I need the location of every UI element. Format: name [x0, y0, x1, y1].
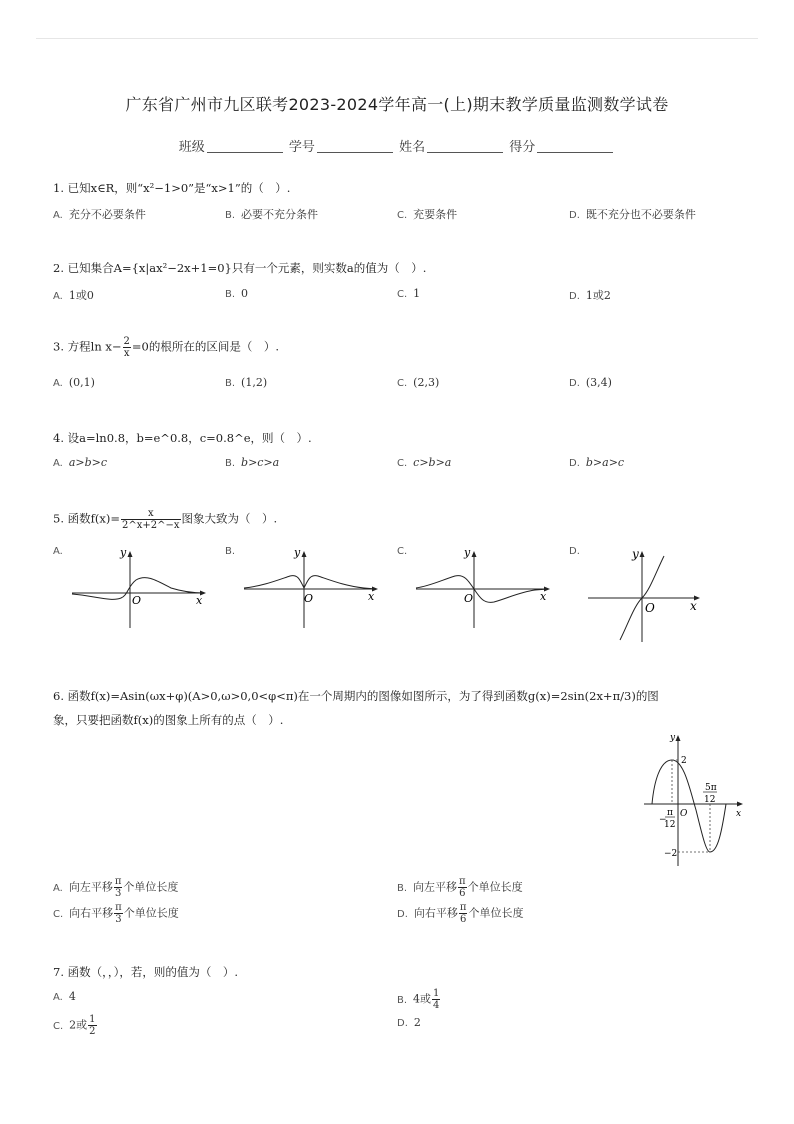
sine-curve [652, 760, 726, 852]
q4-option-b[interactable]: B. b>c>a [225, 456, 280, 469]
y-label: y [294, 546, 301, 559]
q1-option-c[interactable]: C. 充要条件 [397, 208, 458, 221]
question-6-stem-line1: 6. 函数f(x)=Asin(ωx+φ)(A>0,ω>0,0<φ<π)在一个周期内的图像如图所示，为了得到函数g(x)=2sin(2x+π/3)的图 [53, 689, 659, 703]
q5-graph-b[interactable] [238, 544, 383, 634]
q6-option-a[interactable]: A. 向左平移 $\frac{\pi}{3}$ 个单位长度 [53, 876, 179, 899]
curve [244, 576, 376, 589]
q6-option-d[interactable]: D. 向右平移 $\frac{\pi}{6}$ 个单位长度 [397, 902, 524, 925]
question-6-stem-line2: 象，只要把函数f(x)的图象上所有的点（ ）. [53, 713, 284, 727]
q4-option-a[interactable]: A. a>b>c [53, 456, 108, 469]
q6-option-c[interactable]: C. 向右平移 $\frac{\pi}{3}$ 个单位长度 [53, 902, 179, 925]
max-label: 2 [681, 756, 687, 766]
q5-option-a-label[interactable]: A. [53, 546, 63, 557]
q2-option-a[interactable]: A. 1或0 [53, 289, 94, 302]
page-title: 广东省广州市九区联考2023-2024学年高一(上)期末教学质量监测数学试卷 [125, 95, 669, 114]
x-label: x [540, 590, 547, 603]
q3-option-b[interactable]: B. (1,2) [225, 376, 268, 389]
question-7-stem: 7. 函数（，，），若，则的值为（ ）. [53, 965, 239, 979]
y-label: y [670, 733, 676, 743]
q5-option-c-label[interactable]: C. [397, 546, 408, 557]
y-label: y [632, 547, 639, 561]
y-label: y [464, 546, 471, 559]
question-4-stem: 4. 设a=ln0.8，b=e^0.8，c=0.8^e，则（ ）. [53, 431, 312, 445]
y-arrow-icon [472, 551, 477, 557]
x-label: x [368, 590, 375, 603]
min-label: −2 [664, 849, 678, 859]
x-label: x [690, 599, 697, 613]
q5-option-d-label[interactable]: D. [569, 546, 580, 557]
q7-option-d[interactable]: D. 2 [397, 1016, 421, 1029]
q5-option-b-label[interactable]: B. [225, 546, 236, 557]
q4-option-c[interactable]: C. c>b>a [397, 456, 452, 469]
origin-label: O [645, 601, 655, 615]
right-tick-den: 12 [704, 795, 716, 805]
y-label: y [120, 546, 127, 559]
y-arrow-icon [128, 551, 133, 557]
question-1-stem: 1. 已知x∈R，则“x²−1>0”是“x>1”的（ ）. [53, 181, 291, 195]
y-arrow-icon [640, 551, 645, 557]
q6-sine-graph [640, 730, 752, 868]
q3-option-d[interactable]: D. (3,4) [569, 376, 612, 389]
q2-option-d[interactable]: D. 1或2 [569, 289, 611, 302]
right-tick-num: 5π [705, 783, 717, 793]
q1-option-b[interactable]: B. 必要不充分条件 [225, 208, 319, 221]
q7-option-b[interactable]: B. 4或 $\frac{1}{4}$ [397, 988, 440, 1011]
q5-fraction: $\frac{x}{2\^{}x+2\^{}-x}$ [122, 508, 180, 531]
q3-option-a[interactable]: A. (0,1) [53, 376, 95, 389]
name-blank[interactable] [427, 152, 503, 153]
question-2-stem: 2. 已知集合A={x|ax²−2x+1=0}只有一个元素，则实数a的值为（ ）. [53, 261, 427, 275]
q3-option-c[interactable]: C. (2,3) [397, 376, 440, 389]
id-label: 学号 [288, 140, 315, 155]
y-arrow-icon [302, 551, 307, 557]
question-5-stem: 5. 函数f(x)= $\frac{x}{2\^{}x+2\^{}-x}$ 图象大致为（ ）. [53, 508, 278, 531]
score-blank[interactable] [537, 152, 613, 153]
top-rule [36, 38, 758, 39]
y-arrow-icon [676, 735, 681, 741]
origin-label: O [132, 594, 142, 607]
question-3-stem: 3. 方程ln x− $\frac{2}{x}$ =0的根所在的区间是（ ）. [53, 336, 279, 359]
q5-graph-c[interactable] [410, 544, 555, 634]
origin-label: O [464, 592, 474, 605]
x-arrow-icon [737, 802, 743, 807]
left-tick-den: 12 [664, 820, 676, 830]
x-label: x [736, 809, 742, 819]
class-blank[interactable] [207, 152, 283, 153]
q6-option-b[interactable]: B. 向左平移 $\frac{\pi}{6}$ 个单位长度 [397, 876, 523, 899]
name-label: 姓名 [399, 140, 426, 155]
q2-option-b[interactable]: B. 0 [225, 287, 249, 300]
origin-label: O [304, 592, 314, 605]
student-info-fields [0, 136, 794, 155]
q5-graph-d[interactable] [584, 544, 704, 644]
q7-option-c[interactable]: C. 2或 $\frac{1}{2}$ [53, 1014, 96, 1037]
class-label: 班级 [178, 140, 205, 155]
q5-graph-a[interactable] [66, 544, 211, 634]
left-tick-sign: − [659, 815, 667, 825]
q3-fraction: $\frac{2}{x}$ [123, 336, 130, 359]
q1-option-d[interactable]: D. 既不充分也不必要条件 [569, 208, 696, 221]
q2-option-c[interactable]: C. 1 [397, 287, 421, 300]
left-tick-num: π [667, 808, 673, 818]
x-label: x [196, 594, 203, 607]
q4-option-d[interactable]: D. b>a>c [569, 456, 625, 469]
q1-option-a[interactable]: A. 充分不必要条件 [53, 208, 146, 221]
origin-label: O [680, 809, 688, 819]
score-label: 得分 [509, 140, 536, 155]
id-blank[interactable] [317, 152, 393, 153]
q7-option-a[interactable]: A. 4 [53, 990, 76, 1003]
